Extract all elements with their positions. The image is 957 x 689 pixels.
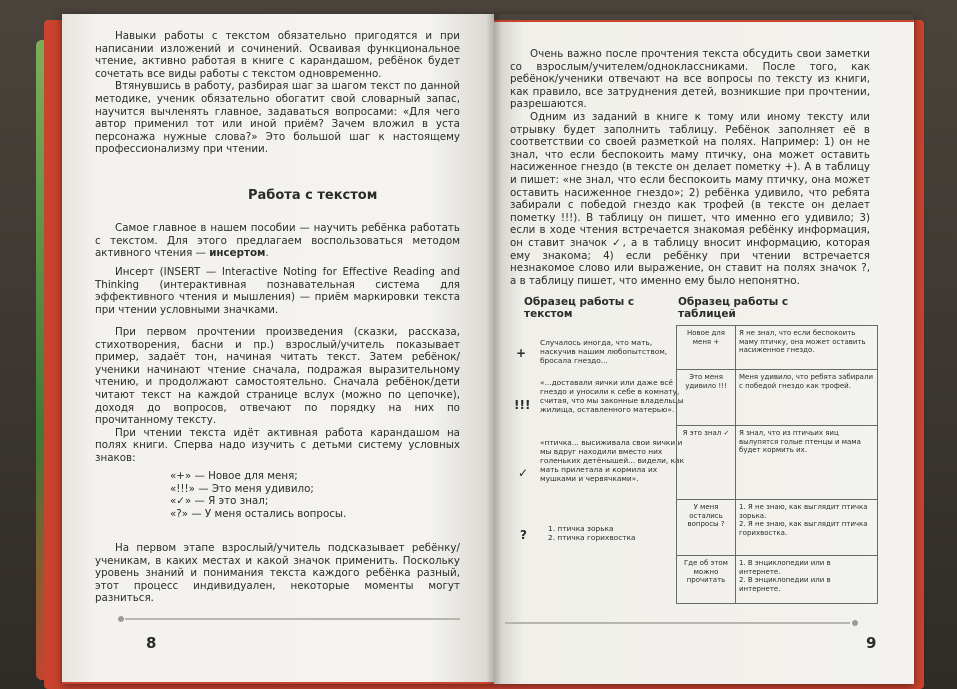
footer-dot (118, 616, 124, 622)
left-paragraph: Навыки работы с текстом обязательно пригодятся и при написании изложений и сочинений. Осваивая функциональное чтение, активно работая в книге с карандашом, ребёнок будет сочетать все виды работы с текстом одновременно. (95, 30, 460, 80)
book-gutter (486, 14, 502, 684)
page-number-right: 9 (866, 634, 877, 652)
table-row (677, 426, 878, 500)
right-intro-text (510, 48, 870, 287)
table-row (677, 326, 878, 370)
page-footer-line (125, 618, 460, 620)
sample-text-item: «...доставали яички или даже всё гнездо и уносили к себе в комнату, считая, что мы законные владельцы жилища, оставленного матерью». (540, 378, 684, 414)
sample-text-item: 1. птичка зорька 2. птичка горихвостка (548, 524, 636, 542)
right-paragraph: Одним из заданий в книге к тому или иному тексту или отрывку будет заполнить таблицу. Ребёнок заполняет её в соответствии со своей разметкой на полях. Например: 1) он не знал, что если беспокоить маму птичку, она может оставить насиженное гнездо (в тексте он делает пометку +). А в таблицу и пишет: «не знал, что если беспокоить маму птичку, она может оставить насиженное гнездо»; 2) ребёнка удивило, что ребята забирали с победой гнездо как трофей (в тексте он делает пометку !!!). В таблицу он пишет, что именно его удивило; 3) если в ходе чтения встречается знакомая ребёнку информация, он ставит значок ✓, а в таблицу вносит информацию, которая ему знакома; 4) если ребёнку при чтении встречается незнакомое слово или выражение, он ставит на полях значок ?, а в таблицу пишет, что именно ему было непонятно. (510, 110, 870, 287)
page-footer-line (505, 622, 850, 624)
exclamation-mark: !!! (514, 398, 531, 412)
table-row (677, 556, 878, 604)
final-block (95, 542, 460, 605)
footer-dot (852, 620, 858, 626)
intro-text: Самое главное в нашем пособии — научить ребёнка работать с текстом. Для этого предлагаем воспользоваться методом активного чтения — (95, 222, 460, 260)
table-row (677, 370, 878, 426)
legend-item: «+» — Новое для меня; (170, 470, 298, 482)
table-cell-value: Я знал, что из птичьих яиц вылупятся голые птенцы и мама будет кормить их. (736, 426, 878, 500)
table-cell-label: У меня остались вопросы ? (677, 500, 736, 556)
question-mark: ? (520, 528, 527, 542)
page-number-left: 8 (146, 634, 157, 652)
left-paragraph-intro (95, 222, 460, 260)
section-heading: Работа с текстом (248, 188, 378, 203)
sample-text-heading: Образец работы с текстом (524, 296, 635, 320)
table-row (677, 500, 878, 556)
table-cell-value: Я не знал, что если беспокоить маму птичку, она может оставить насиженное гнездо. (736, 326, 878, 370)
table-cell-label: Это меня удивило !!! (677, 370, 736, 426)
table-cell-value: 1. Я не знаю, как выглядит птичка зорька. 2. Я не знаю, как выглядит птичка горихвостка. (736, 500, 878, 556)
insert-definition: Инсерт (INSERT — Interactive Noting for Effective Reading and Thinking (интерактивная познавательная система для эффективного чтения и мышления) — приём маркировки текста при чтении условными значками. (95, 266, 460, 316)
legend-item: «?» — У меня остались вопросы. (170, 507, 347, 520)
pencil-paragraph: При чтении текста идёт активная работа карандашом на полях книги. Сперва надо изучить с детьми систему условных знаков: (95, 426, 460, 464)
table-cell-label: Я это знал ✓ (677, 426, 736, 500)
table-cell-value: Меня удивило, что ребята забирали с победой гнездо как трофей. (736, 370, 878, 426)
reading-paragraph: При первом прочтении произведения (сказки, рассказа, стихотворения, басни и пр.) взрослый/учитель показывает пример, задаёт тон, начиная читать текст. Затем ребёнок/ученики начинают чтение сначала, подражая выразительному чтению, и продолжают самостоятельно. Сначала ребёнок/дети читают текст на каждой странице вслух (можно по цепочке), доходя до вопросов, отвечают по порядку на них по прочитанному тексту. (95, 326, 460, 427)
checkmark-icon: ✓ (518, 466, 529, 480)
plus-mark: + (516, 346, 527, 360)
sample-text-item: «птичка... высиживала свои яички и мы вдруг находили вместо них голеньких детёнышей... видели, как мать прилетала и кормила их мушками и червячками». (540, 438, 685, 483)
table-cell-label: Где об этом можно прочитать (677, 556, 736, 604)
right-paragraph: Очень важно после прочтения текста обсудить свои заметки со взрослым/учителем/одноклассниками. После того, как ребёнок/ученики отвечают на все вопросы по тексту из книги, как правило, все затруднения детей, возникшие при прочтении, разрешаются. (510, 48, 870, 111)
legend-item: «!!!» — Это меня удивило; (170, 482, 314, 495)
final-paragraph: На первом этапе взрослый/учитель подсказывает ребёнку/ученикам, в каких местах и какой значок применить. Поскольку уровень знаний и понимания текста каждого ребёнка разный, этот процесс индивидуален, некоторые моменты могут разниться. (95, 542, 460, 605)
insert-term: инсертом (209, 247, 266, 260)
table-cell-value: 1. В энциклопедии или в интернете. 2. В энциклопедии или в интернете. (736, 556, 878, 604)
intro-end: . (265, 247, 269, 260)
left-paragraph: Втянувшись в работу, разбирая шаг за шагом текст по данной методике, ученик обязательно обогатит свой словарный запас, научится вычленять главное, задаваться вопросами: «Для чего автор применил тот или иной приём? Зачем вложил в уста персонажа нужные слова?» Это большой шаг к настоящему профессионализму при чтении. (95, 80, 460, 156)
reading-block (95, 326, 460, 465)
sample-table (676, 325, 878, 604)
sample-table-heading: Образец работы с таблицей (678, 296, 789, 320)
left-intro-text (95, 30, 460, 156)
sample-text-item: Случалось иногда, что мать, наскучив нашим любопытством, бросала гнездо... (540, 338, 668, 365)
left-main-text (95, 222, 460, 260)
symbol-legend (170, 470, 346, 520)
insert-definition-block (95, 266, 460, 316)
table-cell-label: Новое для меня + (677, 326, 736, 370)
legend-item: «✓» — Я это знал; (170, 495, 269, 508)
